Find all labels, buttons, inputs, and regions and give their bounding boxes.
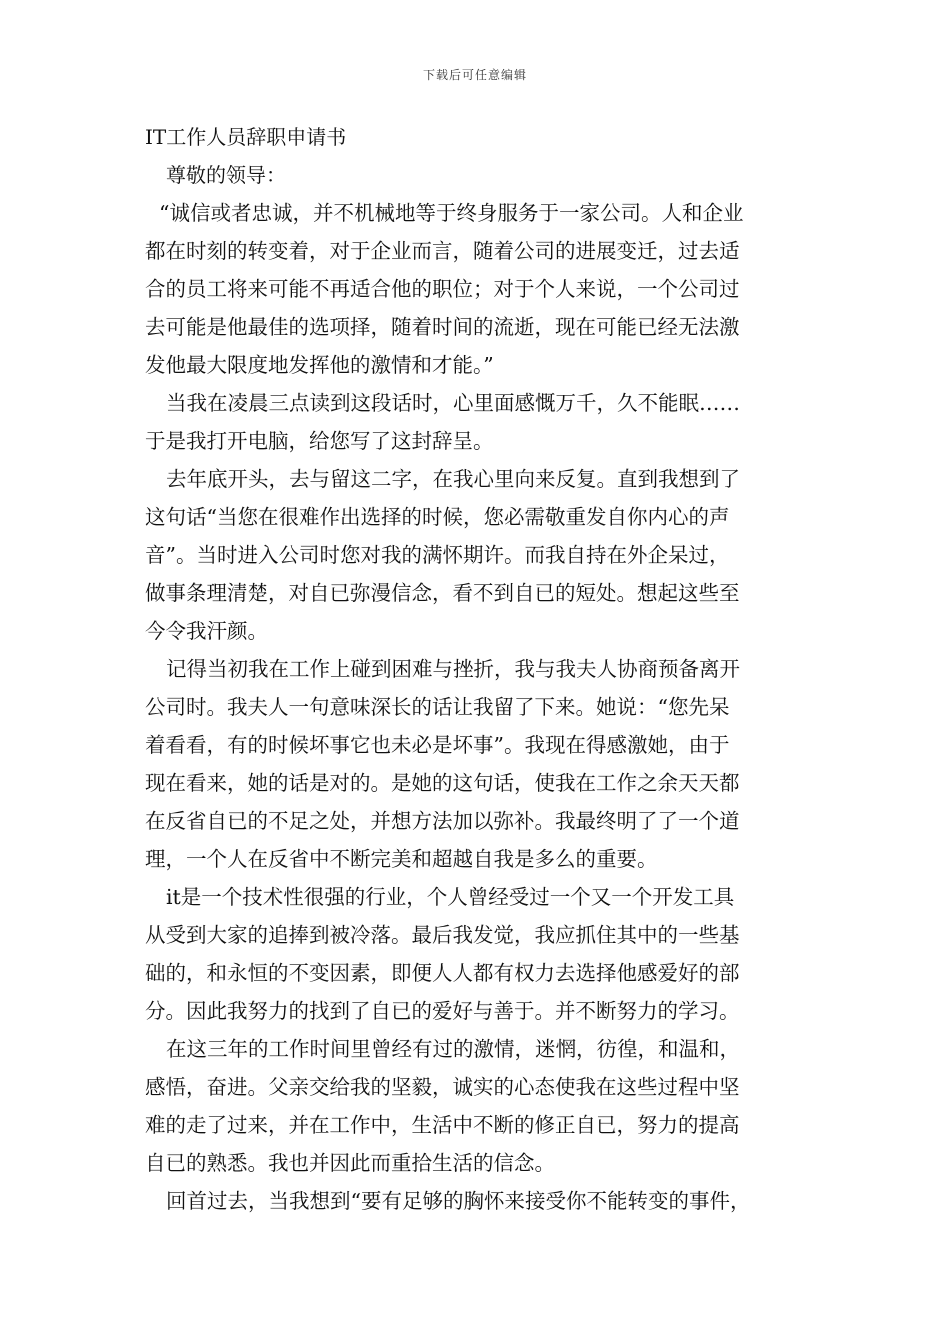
text-line: 当我在凌晨三点读到这段话时，心里面感慨万千，久不能眠…… xyxy=(166,391,740,415)
text-line: 音”。当时进入公司时您对我的满怀期许。而我自持在外企呆过， xyxy=(145,543,730,567)
text-line: 从受到大家的追捧到被冷落。最后我发觉，我应抓住其中的一些基 xyxy=(145,923,740,947)
paragraph-looking-back xyxy=(145,1182,810,1220)
text-line: 记得当初我在工作上碰到困难与挫折，我与我夫人协商预备离开 xyxy=(166,657,740,681)
text-line: 这句话“当您在很难作出选择的时候，您必需敬重发自你内心的声 xyxy=(145,505,730,529)
text-line: 做事条理清楚，对自已弥漫信念，看不到自已的短处。想起这些至 xyxy=(145,581,740,605)
text-line: 去可能是他最佳的选项择，随着时间的流逝，现在可能已经无法激 xyxy=(145,315,740,339)
text-line: 础的，和永恒的不变因素，即便人人都有权力去选择他感爱好的部 xyxy=(145,961,740,985)
text-line: 今令我汗颜。 xyxy=(145,619,268,643)
text-line: 于是我打开电脑，给您写了这封辞呈。 xyxy=(145,429,494,453)
text-line: 都在时刻的转变着，对于企业而言，随着公司的进展变迁，过去适 xyxy=(145,239,740,263)
paragraph-quote xyxy=(145,194,810,384)
text-line: 公司时。我夫人一句意味深长的话让我留了下来。她说：“您先呆 xyxy=(145,695,730,719)
text-line: 难的走了过来，并在工作中，生活中不断的修正自已，努力的提高 xyxy=(145,1113,740,1137)
paragraph-it-industry xyxy=(145,878,810,1030)
text-line: it是一个技术性很强的行业，个人曾经受过一个又一个开发工具 xyxy=(166,885,735,909)
text-line: 在这三年的工作时间里曾经有过的激情，迷惘，彷徨，和温和， xyxy=(166,1037,740,1061)
text-line: 回首过去，当我想到“要有足够的胸怀来接受你不能转变的事件， xyxy=(166,1189,751,1213)
text-line: 感悟，奋进。父亲交给我的坚毅，诚实的心态使我在这些过程中坚 xyxy=(145,1075,740,1099)
paragraph-three-years xyxy=(145,1030,810,1182)
text-line: 理，一个人在反省中不断完美和超越自我是多么的重要。 xyxy=(145,847,658,871)
text-line: 合的员工将来可能不再适合他的职位；对于个人来说，一个公司过 xyxy=(145,277,740,301)
text-line: 着看看，有的时候坏事它也未必是坏事”。我现在得感激她，由于 xyxy=(145,733,730,757)
page-header-note: 下载后可任意编辑 xyxy=(422,68,527,82)
letter-body xyxy=(145,118,810,1220)
text-line: 现在看来，她的话是对的。是她的这句话，使我在工作之余天天都 xyxy=(145,771,740,795)
text-line: 发他最大限度地发挥他的激情和才能。” xyxy=(145,353,494,377)
text-line: 去年底开头，去与留这二字，在我心里向来反复。直到我想到了 xyxy=(166,467,740,491)
paragraph-reading-at-night xyxy=(145,384,810,460)
text-line: 在反省自已的不足之处，并想方法加以弥补。我最终明了了一个道 xyxy=(145,809,740,833)
paragraph-last-year xyxy=(145,460,810,650)
text-line: 自已的熟悉。我也并因此而重拾生活的信念。 xyxy=(145,1151,555,1175)
document-title: IT工作人员辞职申请书 xyxy=(145,125,347,149)
salutation: 尊敬的领导： xyxy=(166,163,286,187)
text-line: 分。因此我努力的找到了自已的爱好与善于。并不断努力的学习。 xyxy=(145,999,740,1023)
text-line: “诚信或者忠诚，并不机械地等于终身服务于一家公司。人和企业 xyxy=(159,201,744,225)
paragraph-wife-advice xyxy=(145,650,810,878)
